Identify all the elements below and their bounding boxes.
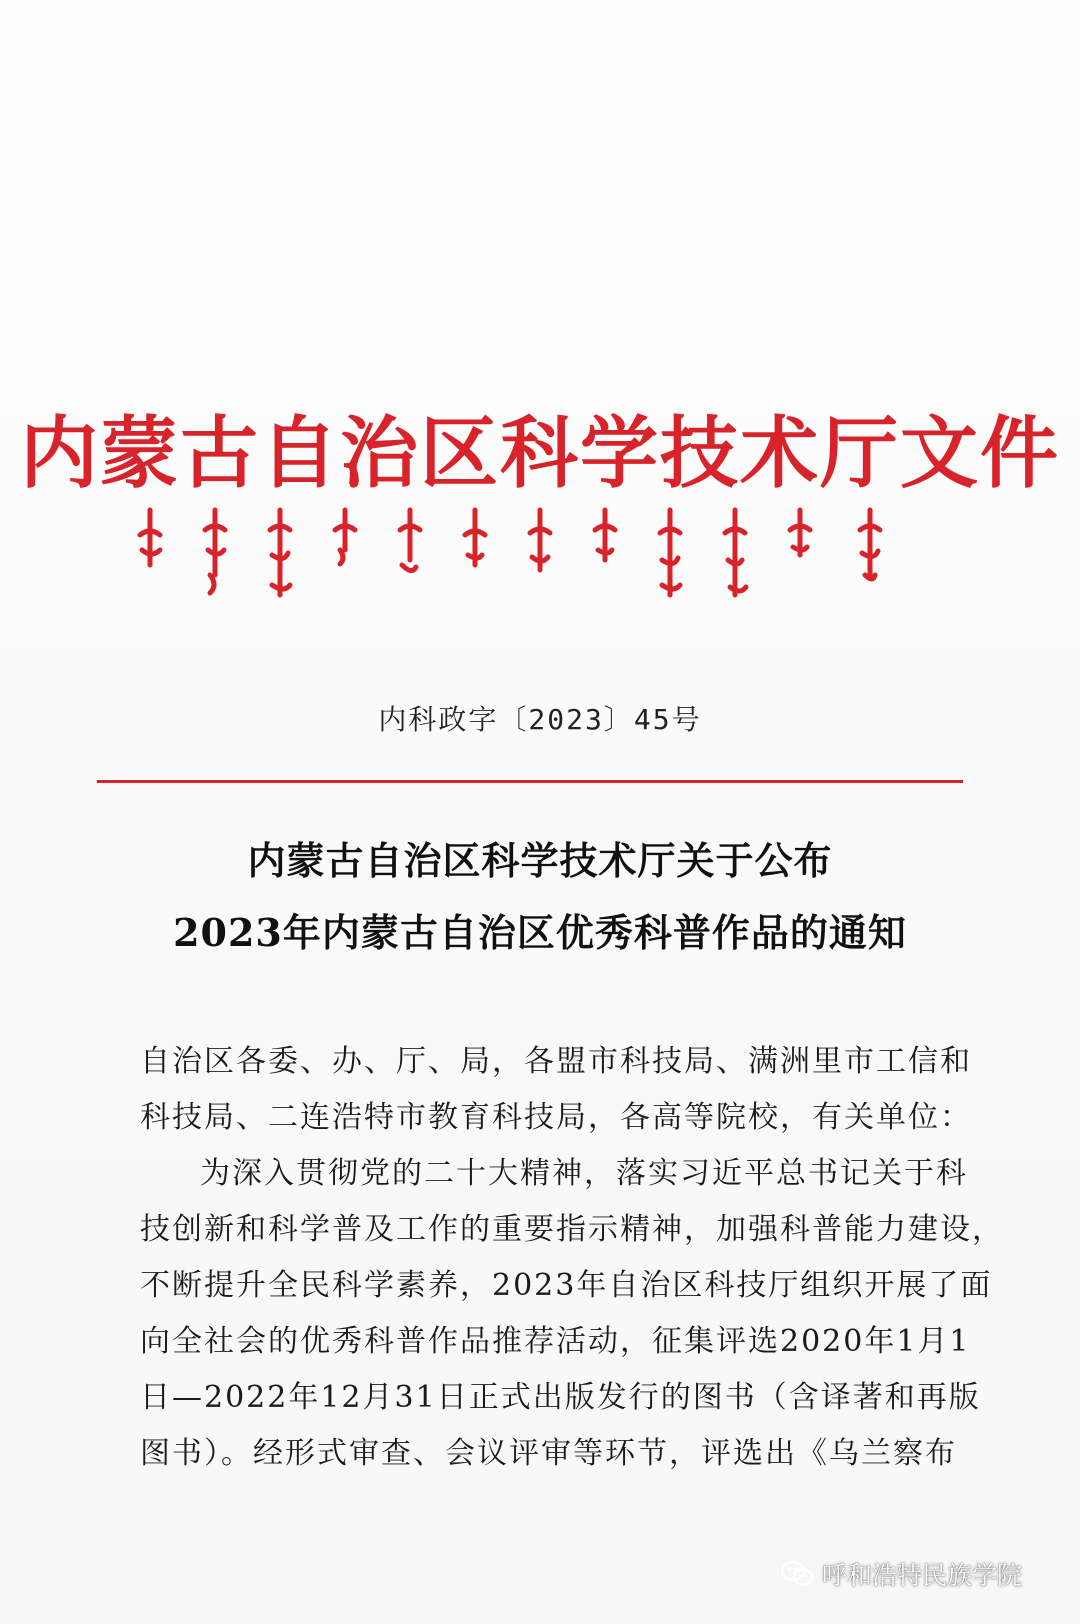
body-line: 技创新和科学普及工作的重要指示精神，加强科普能力建设， <box>140 1212 1004 1247</box>
notice-title-line-2: 2023年内蒙古自治区优秀科普作品的通知 <box>173 910 907 955</box>
mongolian-script-header <box>130 505 950 615</box>
body-line: 图书）。经形式审查、会议评审等环节，评选出《乌兰察布 <box>140 1436 957 1471</box>
body-line: 向全社会的优秀科普作品推荐活动，征集评选2020年1月1 <box>140 1324 971 1359</box>
watermark-account-name: 呼和浩特民族学院 <box>822 1561 1023 1590</box>
notice-title-line-1: 内蒙古自治区科学技术厅关于公布 <box>247 838 833 883</box>
red-divider-line <box>97 780 963 783</box>
body-line: 日—2022年12月31日正式出版发行的图书（含译著和再版 <box>140 1380 981 1415</box>
document-header-title: 内蒙古自治区科学技术厅文件 <box>19 408 1060 499</box>
body-line: 为深入贯彻党的二十大精神，落实习近平总书记关于科 <box>200 1156 968 1191</box>
mongolian-script-graphic <box>130 505 950 615</box>
document-number: 内科政字〔2023〕45号 <box>378 703 702 736</box>
body-line: 科技局、二连浩特市教育科技局，各高等院校，有关单位： <box>140 1100 972 1135</box>
body-line: 自治区各委、办、厅、局，各盟市科技局、满洲里市工信和 <box>140 1044 972 1079</box>
source-watermark <box>780 1552 1022 1596</box>
body-line: 不断提升全民科学素养，2023年自治区科技厅组织开展了面 <box>140 1268 993 1303</box>
wechat-icon <box>780 1559 814 1589</box>
